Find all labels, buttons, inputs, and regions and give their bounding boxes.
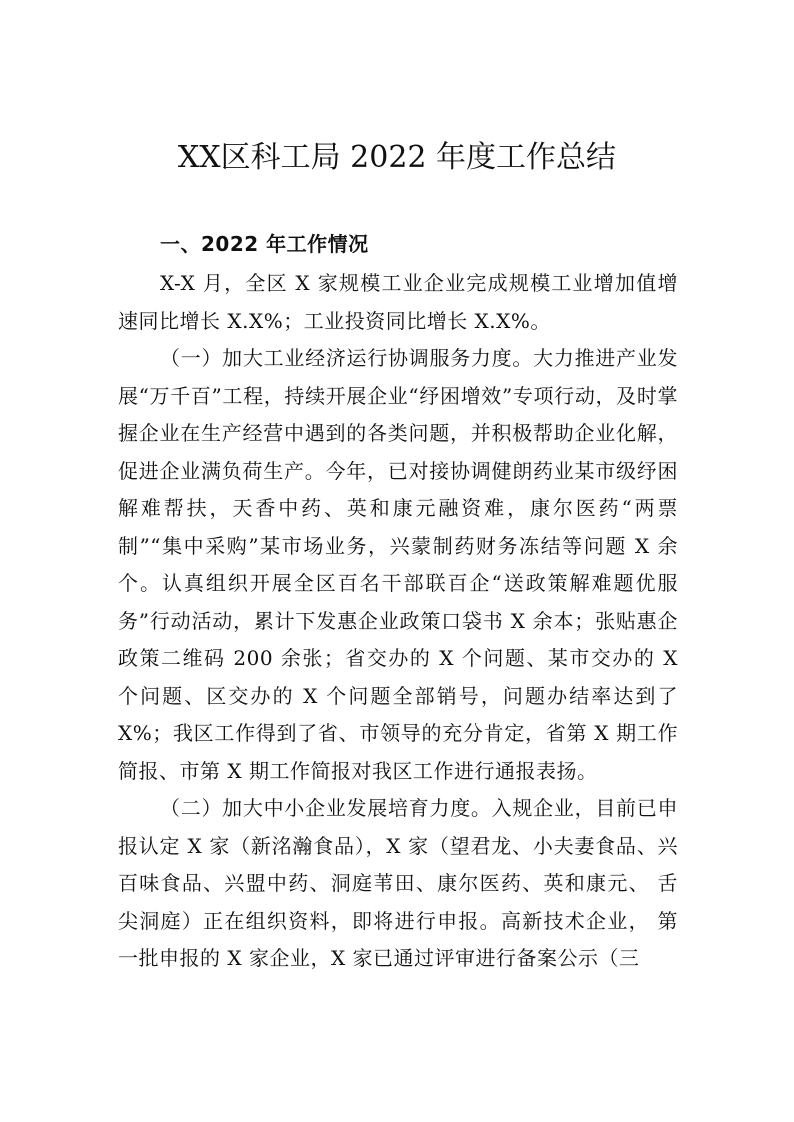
document-title: XX区科工局 2022 年度工作总结 xyxy=(177,140,617,175)
paragraph: X-X 月，全区 X 家规模工业企业完成规模工业增加值增速同比增长 X.X%；工业投资同比增长 X.X%。 xyxy=(118,271,678,333)
paragraph-body: 大力推进产业发展“万千百”工程，持续开展企业“纾困增效”专项行动，及时掌握企业在生产经营中遇到的各类问题，并积极帮助企业化解，促进企业满负荷生产。今年，已对接协调健朗药业某市级纾困解难帮扶，天香中药、英和康元融资难，康尔医药“两票制”“集中采购”某市场业务，兴蒙制药财务冻结等问题 X 余个。认真组织开展全区百名干部联百企“送政策解难题优服务”行动活动，累计下发惠企业政策口袋书 X 余本；张贴惠企政策二维码 200 余张；省交办的 X 个问题、某市交办的 X 个问题、区交办的 X 个问题全部销号，问题办结率达到了 X%；我区工作得到了省、市领导的充分肯定，省第 X 期工作简报、市第 X 期工作简报对我区工作进行通报表扬。 xyxy=(118,346,679,783)
paragraph-lead: （二）加大中小企业发展培育力度。 xyxy=(160,796,492,820)
section-heading: 一、2022 年工作情况 xyxy=(160,232,369,256)
paragraph-lead: （一）加大工业经济运行协调服务力度。 xyxy=(160,346,534,370)
document-body xyxy=(118,226,678,978)
paragraph xyxy=(118,340,678,790)
paragraph xyxy=(118,790,678,978)
paragraph-body: 入规企业，目前已申报认定 X 家（新洺瀚食品），X 家（望君龙、小夫妻食品、兴百味食品、兴盟中药、洞庭苇田、康尔医药、英和康元、 舌尖洞庭）正在组织资料，即将进行申报。高新技术企业， 第一批申报的 X 家企业，X 家已通过评审进行备案公示（三 xyxy=(118,796,679,970)
